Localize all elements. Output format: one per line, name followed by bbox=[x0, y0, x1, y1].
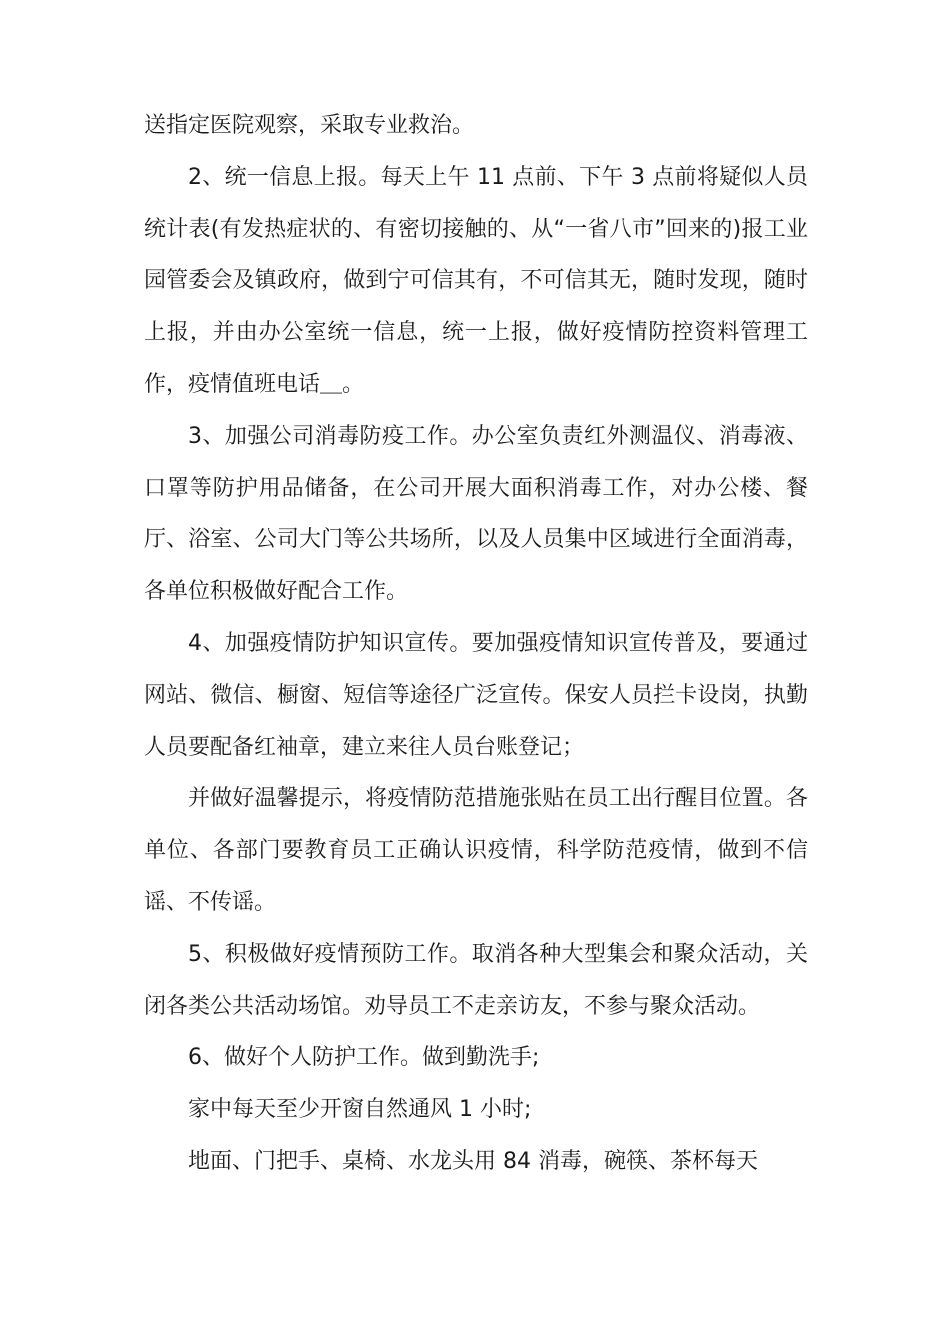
paragraph-ventilation: 家中每天至少开窗自然通风 1 小时; bbox=[188, 1097, 532, 1123]
paragraph-item-4-publicity: 4、加强疫情防护知识宣传。要加强疫情知识宣传普及，要通过网站、微信、橱窗、短信等途径广泛宣传。保安人员拦卡设岗，执勤人员要配备红袖章，建立来往人员台账登记； bbox=[144, 630, 808, 760]
paragraph-disinfect-surfaces: 地面、门把手、桌椅、水龙头用 84 消毒，碗筷、茶杯每天 bbox=[188, 1148, 758, 1174]
paragraph-item-5-prevention: 5、积极做好疫情预防工作。取消各种大型集会和聚众活动，关闭各类公共活动场馆。劝导员工不走亲访友，不参与聚众活动。 bbox=[144, 941, 808, 1019]
paragraph-continuation: 送指定医院观察，采取专业救治。 bbox=[144, 113, 475, 138]
document-body bbox=[144, 100, 808, 1188]
paragraph-item-2-info-reporting: 2、统一信息上报。每天上午 11 点前、下午 3 点前将疑似人员统计表(有发热症状的、有密切接触的、从“一省八市”回来的)报工业园管委会及镇政府，做到宁可信其有，不可信其无，随时发现，随时上报，并由办公室统一信息，统一上报，做好疫情防控资料管理工作，疫情值班电话＿。 bbox=[144, 164, 808, 397]
paragraph-item-3-disinfection: 3、加强公司消毒防疫工作。办公室负责红外测温仪、消毒液、口罩等防护用品储备，在公司开展大面积消毒工作，对办公楼、餐厅、浴室、公司大门等公共场所，以及人员集中区域进行全面消毒，各单位积极做好配合工作。 bbox=[144, 423, 808, 605]
paragraph-reminder: 并做好温馨提示，将疫情防范措施张贴在员工出行醒目位置。各单位、各部门要教育员工正确认识疫情，科学防范疫情，做到不信谣、不传谣。 bbox=[144, 786, 808, 915]
paragraph-item-6-personal-protection: 6、做好个人防护工作。做到勤洗手; bbox=[188, 1045, 540, 1071]
